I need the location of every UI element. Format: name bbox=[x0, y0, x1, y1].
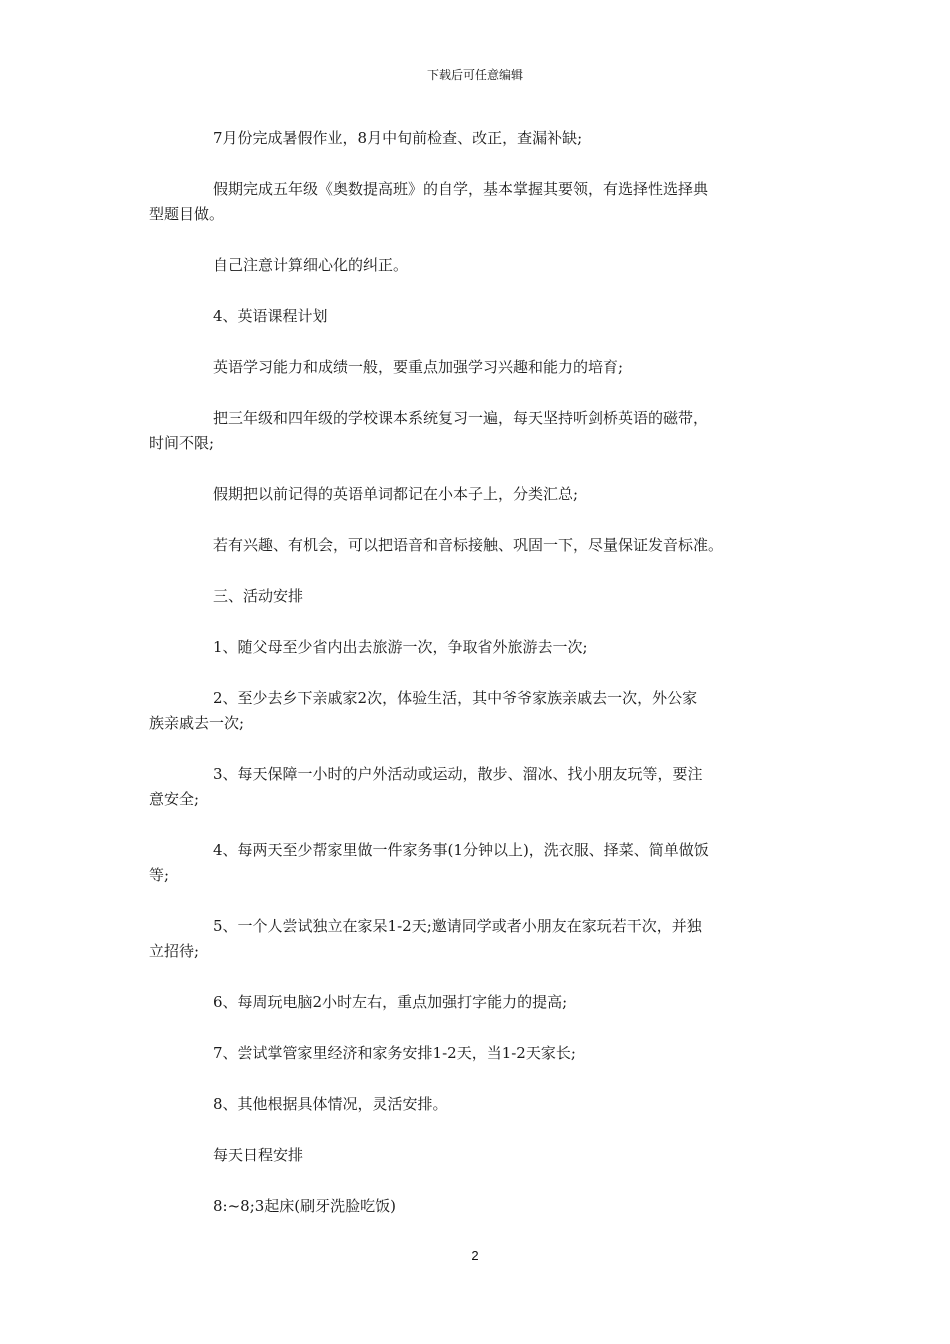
paragraph bbox=[181, 635, 781, 660]
page-number: 2 bbox=[471, 1248, 479, 1263]
paragraph bbox=[181, 1194, 781, 1219]
paragraph bbox=[149, 762, 781, 812]
paragraph-line: 假期把以前记得的英语单词都记在小本子上，分类汇总; bbox=[213, 485, 579, 503]
paragraph-line: 7月份完成暑假作业，8月中旬前检查、改正，查漏补缺; bbox=[213, 129, 583, 147]
paragraph bbox=[181, 1092, 781, 1117]
paragraph bbox=[149, 838, 781, 888]
paragraph-line: 立招待; bbox=[149, 942, 200, 960]
page-header: 下载后可任意编辑 bbox=[426, 68, 523, 82]
paragraph bbox=[181, 1041, 781, 1066]
paragraph bbox=[181, 253, 781, 278]
paragraph-line: 1、随父母至少省内出去旅游一次，争取省外旅游去一次; bbox=[213, 638, 588, 656]
paragraph-line: 三、活动安排 bbox=[213, 587, 304, 605]
paragraph-line: 3、每天保障一小时的户外活动或运动，散步、溜冰、找小朋友玩等，要注 bbox=[213, 765, 703, 783]
paragraph-line: 自己注意计算细心化的纠正。 bbox=[213, 256, 409, 274]
paragraph-line: 8:~8;3起床(刷牙洗脸吃饭) bbox=[213, 1197, 397, 1215]
paragraph bbox=[149, 914, 781, 964]
paragraph-line: 每天日程安排 bbox=[213, 1146, 304, 1164]
paragraph bbox=[181, 355, 781, 380]
paragraph bbox=[181, 533, 781, 558]
paragraph bbox=[149, 686, 781, 736]
paragraph bbox=[181, 126, 781, 151]
paragraph-line: 等; bbox=[149, 866, 170, 884]
paragraph-line: 英语学习能力和成绩一般，要重点加强学习兴趣和能力的培育; bbox=[213, 358, 624, 376]
paragraph-line: 把三年级和四年级的学校课本系统复习一遍，每天坚持听剑桥英语的磁带， bbox=[213, 409, 709, 427]
paragraph-line: 6、每周玩电脑2小时左右，重点加强打字能力的提高; bbox=[213, 993, 568, 1011]
paragraph-line: 意安全; bbox=[149, 790, 200, 808]
paragraph-line: 4、英语课程计划 bbox=[213, 307, 328, 325]
paragraph-line: 8、其他根据具体情况，灵活安排。 bbox=[213, 1095, 448, 1113]
paragraph-line: 7、尝试掌管家里经济和家务安排1-2天，当1-2天家长; bbox=[213, 1044, 576, 1062]
paragraph-line: 假期完成五年级《奥数提高班》的自学，基本掌握其要领，有选择性选择典 bbox=[213, 180, 709, 198]
document-body bbox=[149, 126, 781, 1245]
paragraph bbox=[149, 406, 781, 456]
paragraph bbox=[181, 1143, 781, 1168]
paragraph bbox=[181, 304, 781, 329]
paragraph bbox=[181, 990, 781, 1015]
paragraph-line: 若有兴趣、有机会，可以把语音和音标接触、巩固一下，尽量保证发音标准。 bbox=[213, 536, 724, 554]
paragraph-line: 4、每两天至少帮家里做一件家务事(1分钟以上)，洗衣服、择菜、简单做饭 bbox=[213, 841, 709, 859]
paragraph-line: 型题目做。 bbox=[149, 205, 225, 223]
paragraph bbox=[181, 482, 781, 507]
paragraph bbox=[149, 177, 781, 227]
paragraph-line: 2、至少去乡下亲戚家2次，体验生活，其中爷爷家族亲戚去一次，外公家 bbox=[213, 689, 698, 707]
paragraph-line: 时间不限; bbox=[149, 434, 215, 452]
paragraph-line: 族亲戚去一次; bbox=[149, 714, 245, 732]
paragraph-line: 5、一个人尝试独立在家呆1-2天;邀请同学或者小朋友在家玩若干次，并独 bbox=[213, 917, 702, 935]
paragraph bbox=[181, 584, 781, 609]
